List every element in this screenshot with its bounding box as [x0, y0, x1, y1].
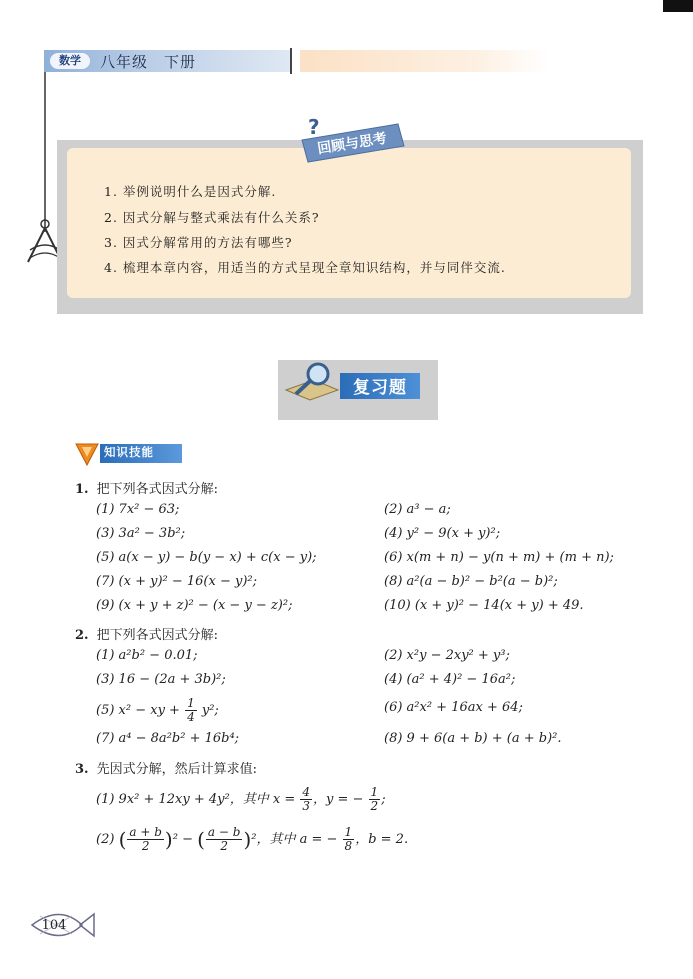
expr-part: (2) [96, 832, 115, 847]
fraction [300, 786, 312, 813]
paren-close: ) [164, 827, 173, 852]
question-number: 1. [75, 482, 89, 497]
exercise-item: (6) x(m + n) − y(n + m) + (m + n); [384, 550, 614, 565]
exercise-item: (3) 16 − (2a + 3b)²; [96, 672, 226, 687]
question-3-header [75, 758, 257, 777]
exercise-item: (3) 3a² − 3b²; [96, 526, 186, 541]
fraction [369, 786, 381, 813]
exercise-item: (2) x²y − 2xy² + y³; [384, 648, 510, 663]
numerator: 4 [302, 785, 310, 799]
fraction [185, 697, 197, 724]
expr-part: ² − [172, 832, 198, 847]
question-number: 2. [75, 628, 89, 643]
exercise-item: (1) a²b² − 0.01; [96, 648, 198, 663]
review-title: 回顾与思考 [316, 130, 388, 158]
fraction [206, 826, 243, 853]
exercise-item-fraction [96, 697, 219, 724]
page-number: 104 [41, 918, 67, 933]
question-2-header [75, 624, 218, 643]
denominator: 2 [220, 839, 228, 853]
exercise-item: (7) a⁴ − 8a²b² + 16b⁴; [96, 731, 240, 746]
numerator: 1 [344, 825, 353, 839]
review-question: 4. 梳理本章内容，用适当的方式呈现全章知识结构，并与同伴交流. [104, 260, 506, 275]
exercise-item: (8) 9 + 6(a + b) + (a + b)². [384, 731, 562, 746]
svg-text:?: ? [308, 116, 320, 139]
book-title: 八年级 下册 [100, 53, 197, 71]
exercise-item-fraction [96, 826, 408, 853]
exercise-item: (10) (x + y)² − 14(x + y) + 49. [384, 598, 584, 613]
expr-part: ，y = − [313, 792, 364, 807]
review-question: 1. 举例说明什么是因式分解. [104, 184, 277, 199]
header-divider [290, 48, 292, 74]
numerator: a − b [207, 825, 241, 839]
question-number: 3. [75, 762, 89, 777]
expr-part: ，b = 2. [355, 832, 409, 847]
subject-badge: 数学 [50, 53, 90, 69]
review-question: 3. 因式分解常用的方法有哪些? [104, 235, 293, 250]
subsection-title: 知识技能 [104, 445, 154, 459]
margin-line [44, 72, 46, 232]
exercise-item: (7) (x + y)² − 16(x − y)²; [96, 574, 258, 589]
section-title: 复习题 [353, 378, 407, 398]
question-prompt: 把下列各式因式分解: [96, 628, 218, 643]
exercise-item: (5) a(x − y) − b(y − x) + c(x − y); [96, 550, 317, 565]
paren-close: ) [243, 827, 252, 852]
denominator: 2 [370, 799, 379, 813]
fraction [127, 826, 164, 853]
header-accent [300, 50, 550, 72]
exercise-item: (8) a²(a − b)² − b²(a − b)²; [384, 574, 558, 589]
triangle-badge-icon [74, 441, 100, 467]
corner-mark [663, 0, 693, 12]
exercise-item: (6) a²x² + 16ax + 64; [384, 700, 523, 715]
numerator: 1 [187, 696, 195, 710]
exercise-item: (1) 7x² − 63; [96, 502, 180, 517]
expr-part: ²，其中 a = − [251, 832, 338, 847]
exercise-item: (4) (a² + 4)² − 16a²; [384, 672, 516, 687]
numerator: 1 [370, 785, 379, 799]
denominator: 4 [187, 710, 195, 724]
denominator: 3 [302, 799, 310, 813]
expr-part: (5) x² − xy + [96, 703, 180, 718]
exercise-item-fraction [96, 786, 386, 813]
expr-part: ; [381, 792, 386, 807]
question-prompt: 把下列各式因式分解: [96, 482, 218, 497]
numerator: a + b [129, 825, 162, 839]
review-question: 2. 因式分解与整式乘法有什么关系? [104, 210, 320, 225]
question-prompt: 先因式分解，然后计算求值: [96, 762, 257, 777]
expr-part: (1) 9x² + 12xy + 4y²，其中 x = [96, 792, 296, 807]
denominator: 2 [141, 839, 150, 853]
magnifier-book-icon [284, 360, 340, 402]
exercise-item: (9) (x + y + z)² − (x − y − z)²; [96, 598, 293, 613]
question-1-header [75, 478, 218, 497]
expr-part: y²; [201, 703, 219, 718]
paren-open: ( [118, 827, 127, 852]
exercise-item: (2) a³ − a; [384, 502, 451, 517]
exercise-item: (4) y² − 9(x + y)²; [384, 526, 501, 541]
denominator: 8 [344, 839, 353, 853]
paren-open: ( [197, 827, 205, 852]
fraction [343, 826, 355, 853]
